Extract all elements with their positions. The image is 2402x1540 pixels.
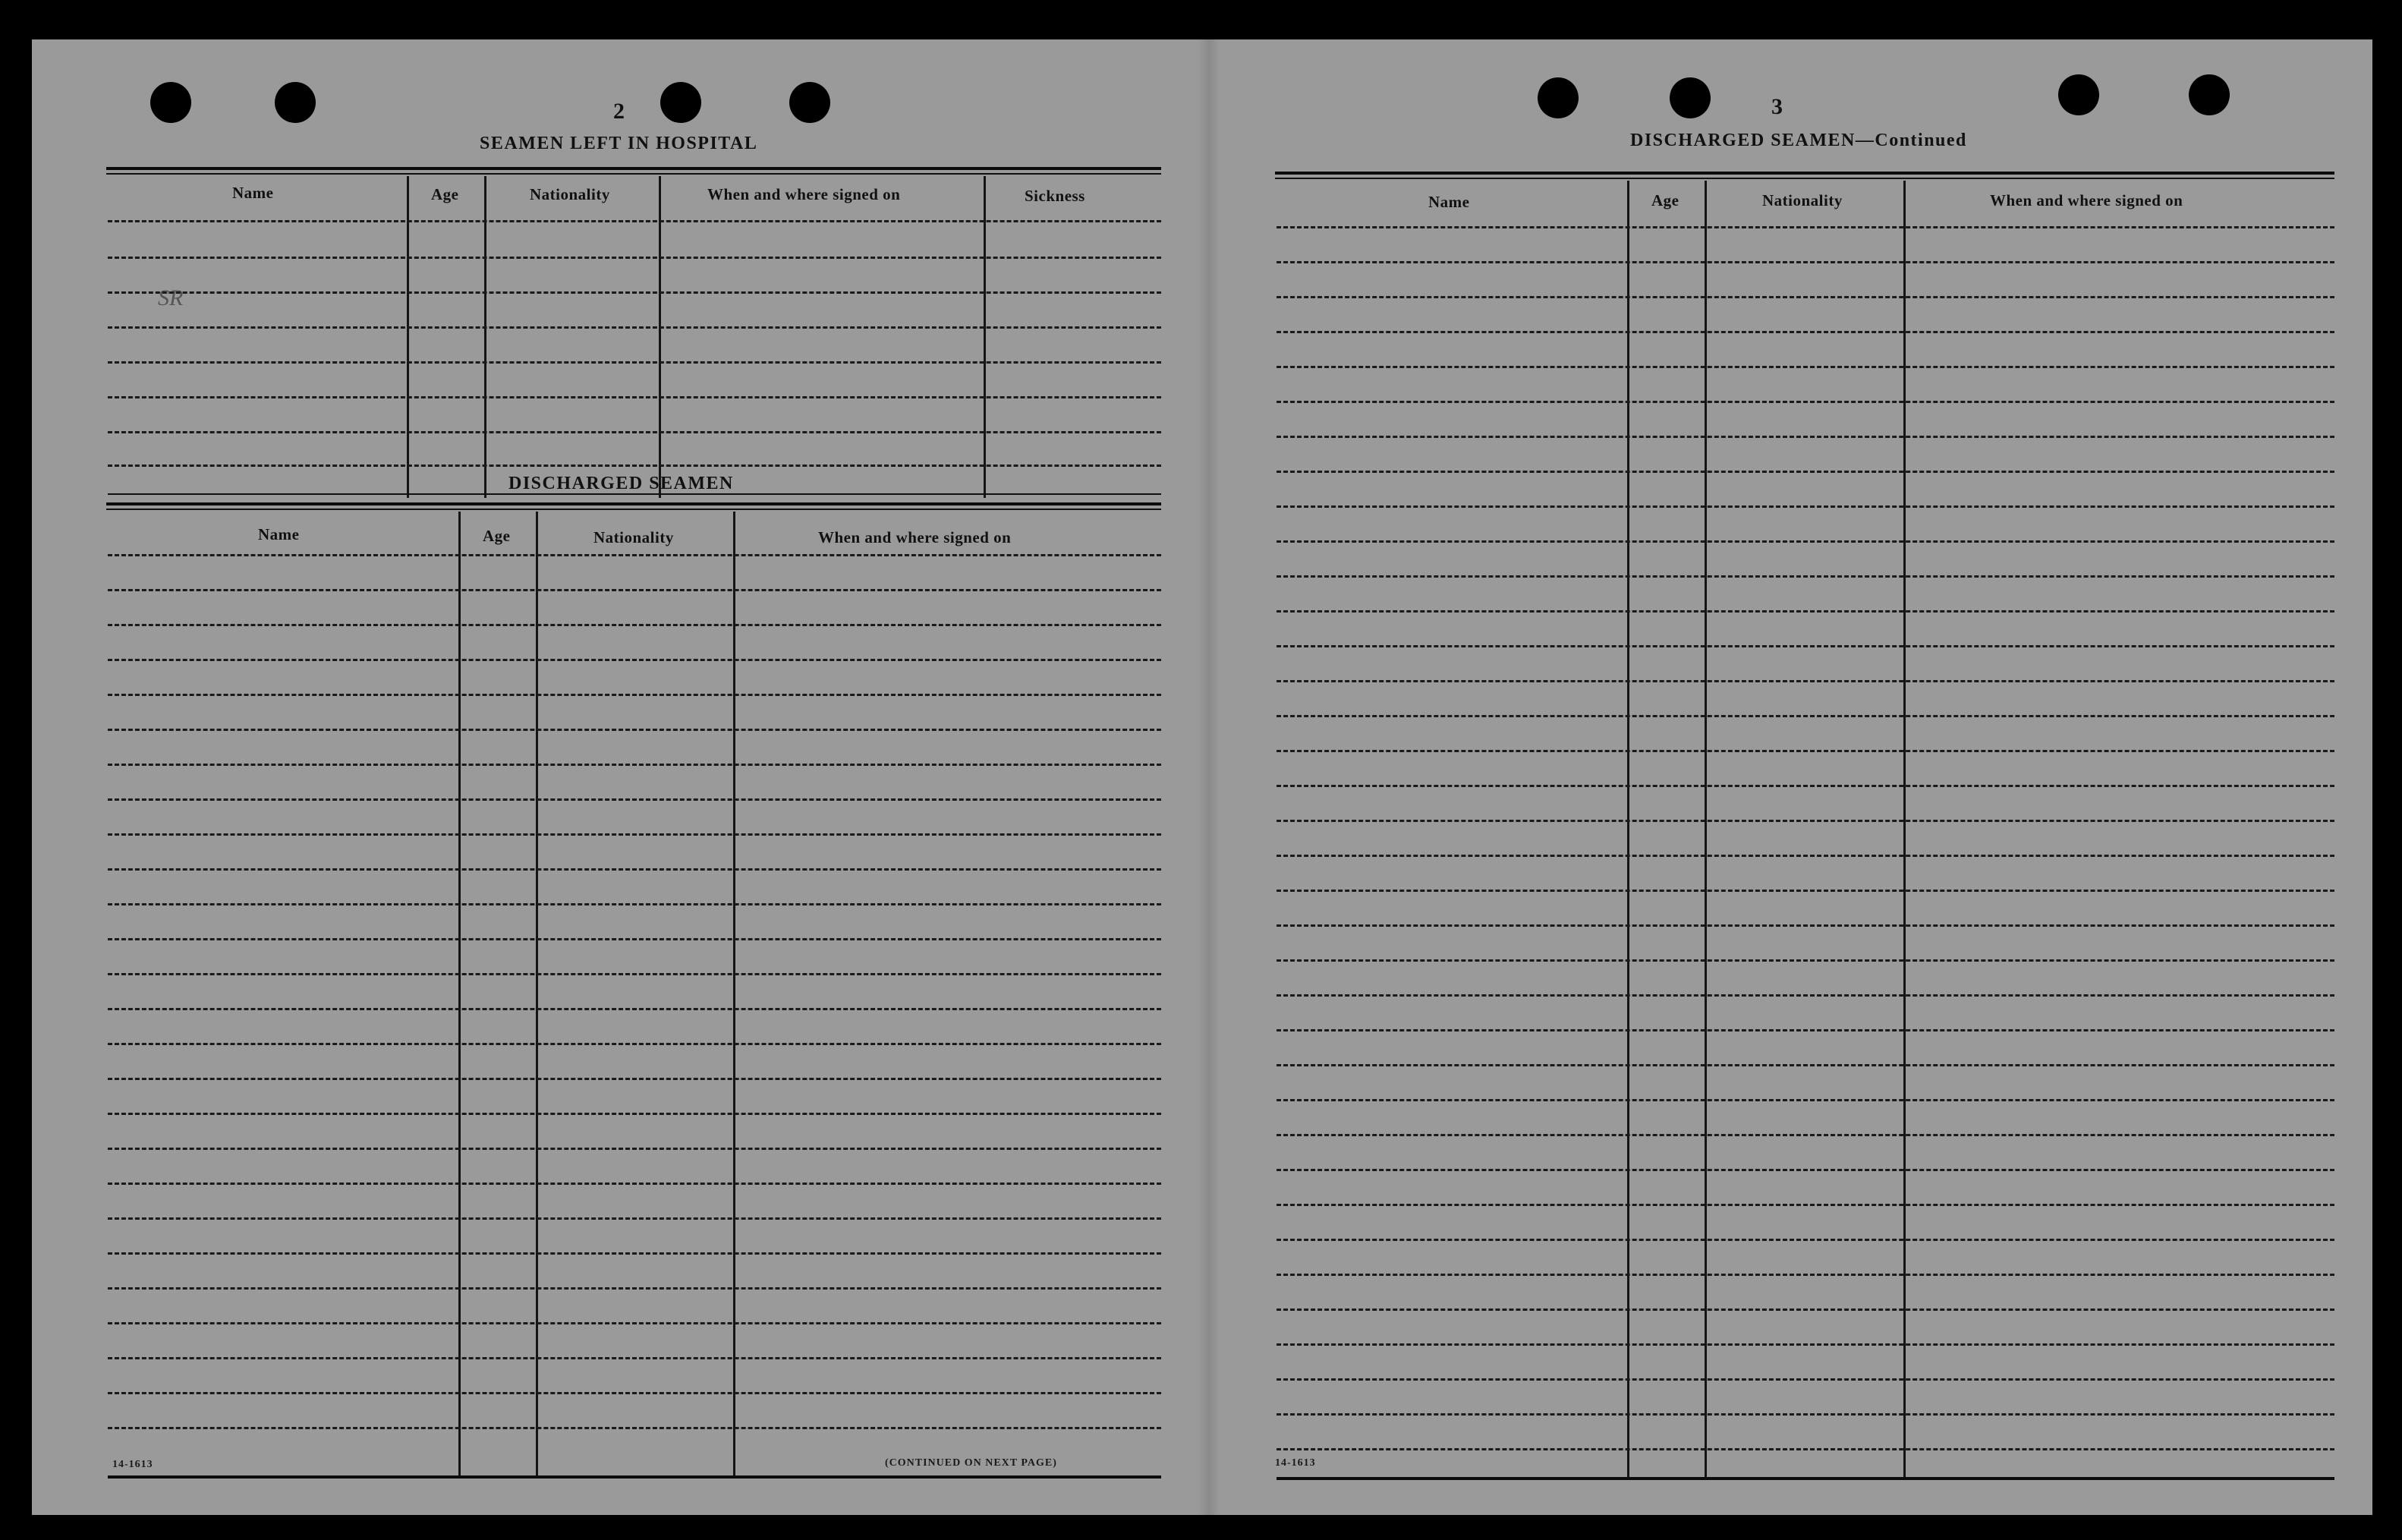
discharged-row-line <box>108 1043 1161 1045</box>
pencil-annotation: SR <box>158 285 184 310</box>
rule <box>1277 1477 2334 1480</box>
discharged-row-line <box>108 764 1161 766</box>
discharged-row-line <box>108 1183 1161 1185</box>
discharged-row-line <box>108 973 1161 975</box>
continued-row-line <box>1277 1413 2334 1416</box>
rule <box>106 173 1161 175</box>
hospital-row-line <box>108 326 1161 329</box>
continued-row-line <box>1277 890 2334 892</box>
continued-row-line <box>1277 750 2334 752</box>
discharged-row-line <box>108 1392 1161 1394</box>
form-number: 14-1613 <box>1275 1457 1316 1469</box>
punch-hole <box>660 82 701 123</box>
column-divider <box>407 176 409 498</box>
column-divider <box>1705 181 1707 1480</box>
continued-note: (CONTINUED ON NEXT PAGE) <box>885 1457 1057 1469</box>
punch-hole <box>2058 74 2099 115</box>
column-divider <box>1627 181 1629 1480</box>
continued-row-line <box>1277 994 2334 997</box>
hospital-row-line <box>108 291 1161 294</box>
hospital-col-nationality: Nationality <box>530 185 610 203</box>
hospital-col-signed-on: When and where signed on <box>707 185 901 203</box>
continued-row-line <box>1277 1029 2334 1031</box>
column-divider <box>1903 181 1906 1480</box>
continued-row-line <box>1277 1448 2334 1450</box>
rule <box>106 502 1161 505</box>
discharged-row-line <box>108 798 1161 801</box>
page-number: 3 <box>1771 94 1783 119</box>
continued-row-line <box>1277 1204 2334 1206</box>
continued-row-line <box>1277 1099 2334 1101</box>
continued-row-line <box>1277 366 2334 368</box>
discharged-row-line <box>108 938 1161 940</box>
form-number-visible: 14-1613 <box>112 1459 153 1470</box>
discharged-row-line <box>108 1252 1161 1255</box>
hospital-col-sickness: Sickness <box>1025 187 1085 205</box>
continued-row-line <box>1277 959 2334 962</box>
punch-hole <box>275 82 316 123</box>
page-fold <box>1198 39 1220 1515</box>
continued-row-line <box>1277 331 2334 333</box>
continued-col-nationality: Nationality <box>1762 191 1843 209</box>
discharged-row-line <box>108 729 1161 731</box>
column-divider <box>536 512 538 1479</box>
continued-row-line <box>1277 540 2334 543</box>
discharged-col-nationality: Nationality <box>593 528 674 546</box>
continued-row-line <box>1277 610 2334 613</box>
discharged-row-line <box>108 833 1161 836</box>
discharged-row-line <box>108 1287 1161 1290</box>
continued-row-line <box>1277 645 2334 647</box>
punch-hole <box>150 82 191 123</box>
continued-row-line <box>1277 680 2334 682</box>
hospital-row-line <box>108 396 1161 398</box>
column-divider <box>984 176 986 498</box>
discharged-row-line <box>108 868 1161 871</box>
discharged-row-line <box>108 1357 1161 1359</box>
discharged-row-line <box>108 1008 1161 1010</box>
continued-row-line <box>1277 261 2334 263</box>
column-divider <box>484 176 486 498</box>
column-divider <box>458 512 461 1479</box>
punch-hole <box>1538 77 1579 118</box>
continued-row-line <box>1277 1239 2334 1241</box>
discharged-col-name: Name <box>258 525 300 543</box>
discharged-row-line <box>108 1148 1161 1150</box>
discharged-row-line <box>108 694 1161 696</box>
rule <box>1275 178 2334 179</box>
rule <box>1275 172 2334 175</box>
continued-row-line <box>1277 1064 2334 1066</box>
discharged-col-age: Age <box>483 527 511 545</box>
rule <box>106 167 1161 170</box>
continued-row-line <box>1277 1378 2334 1381</box>
punch-hole <box>789 82 830 123</box>
discharged-row-line <box>108 1078 1161 1080</box>
discharged-row-line <box>108 624 1161 626</box>
discharged-section-title: DISCHARGED SEAMEN <box>508 474 734 493</box>
continued-row-line <box>1277 296 2334 298</box>
discharged-row-line <box>108 1113 1161 1115</box>
hospital-row-line <box>108 431 1161 433</box>
punch-hole <box>2189 74 2230 115</box>
discharged-row-line <box>108 589 1161 591</box>
hospital-section-title: SEAMEN LEFT IN HOSPITAL <box>480 134 758 153</box>
column-divider <box>733 512 735 1479</box>
rule <box>106 509 1161 510</box>
hospital-row-line <box>108 361 1161 364</box>
rule <box>108 1475 1161 1479</box>
continued-row-line <box>1277 471 2334 473</box>
continued-row-line <box>1277 820 2334 822</box>
discharged-row-line <box>108 1322 1161 1324</box>
discharged-row-line <box>108 903 1161 905</box>
continued-row-line <box>1277 1134 2334 1136</box>
continued-row-line <box>1277 924 2334 927</box>
discharged-row-line <box>108 659 1161 661</box>
discharged-continued-title: DISCHARGED SEAMEN—Continued <box>1630 131 1967 150</box>
continued-row-line <box>1277 436 2334 438</box>
continued-col-age: Age <box>1651 191 1680 209</box>
continued-row-line <box>1277 715 2334 717</box>
continued-row-line <box>1277 401 2334 403</box>
continued-row-line <box>1277 505 2334 508</box>
continued-row-line <box>1277 855 2334 857</box>
continued-col-signed-on: When and where signed on <box>1990 191 2183 209</box>
continued-row-line <box>1277 226 2334 228</box>
continued-row-line <box>1277 785 2334 787</box>
discharged-row-line <box>108 1427 1161 1429</box>
form-sheet <box>32 39 2372 1515</box>
page-number: 2 <box>613 99 625 124</box>
column-divider <box>659 176 661 498</box>
punch-hole <box>1670 77 1711 118</box>
continued-col-name: Name <box>1428 193 1470 211</box>
hospital-row-line <box>108 257 1161 259</box>
discharged-col-signed-on: When and where signed on <box>818 528 1012 546</box>
hospital-col-name: Name <box>232 184 274 202</box>
continued-row-line <box>1277 1274 2334 1276</box>
discharged-row-line <box>108 554 1161 556</box>
hospital-row-line <box>108 465 1161 467</box>
hospital-row-line <box>108 220 1161 222</box>
discharged-row-line <box>108 1217 1161 1220</box>
hospital-col-age: Age <box>431 185 459 203</box>
continued-row-line <box>1277 1343 2334 1346</box>
continued-row-line <box>1277 575 2334 578</box>
continued-row-line <box>1277 1309 2334 1311</box>
continued-row-line <box>1277 1169 2334 1171</box>
